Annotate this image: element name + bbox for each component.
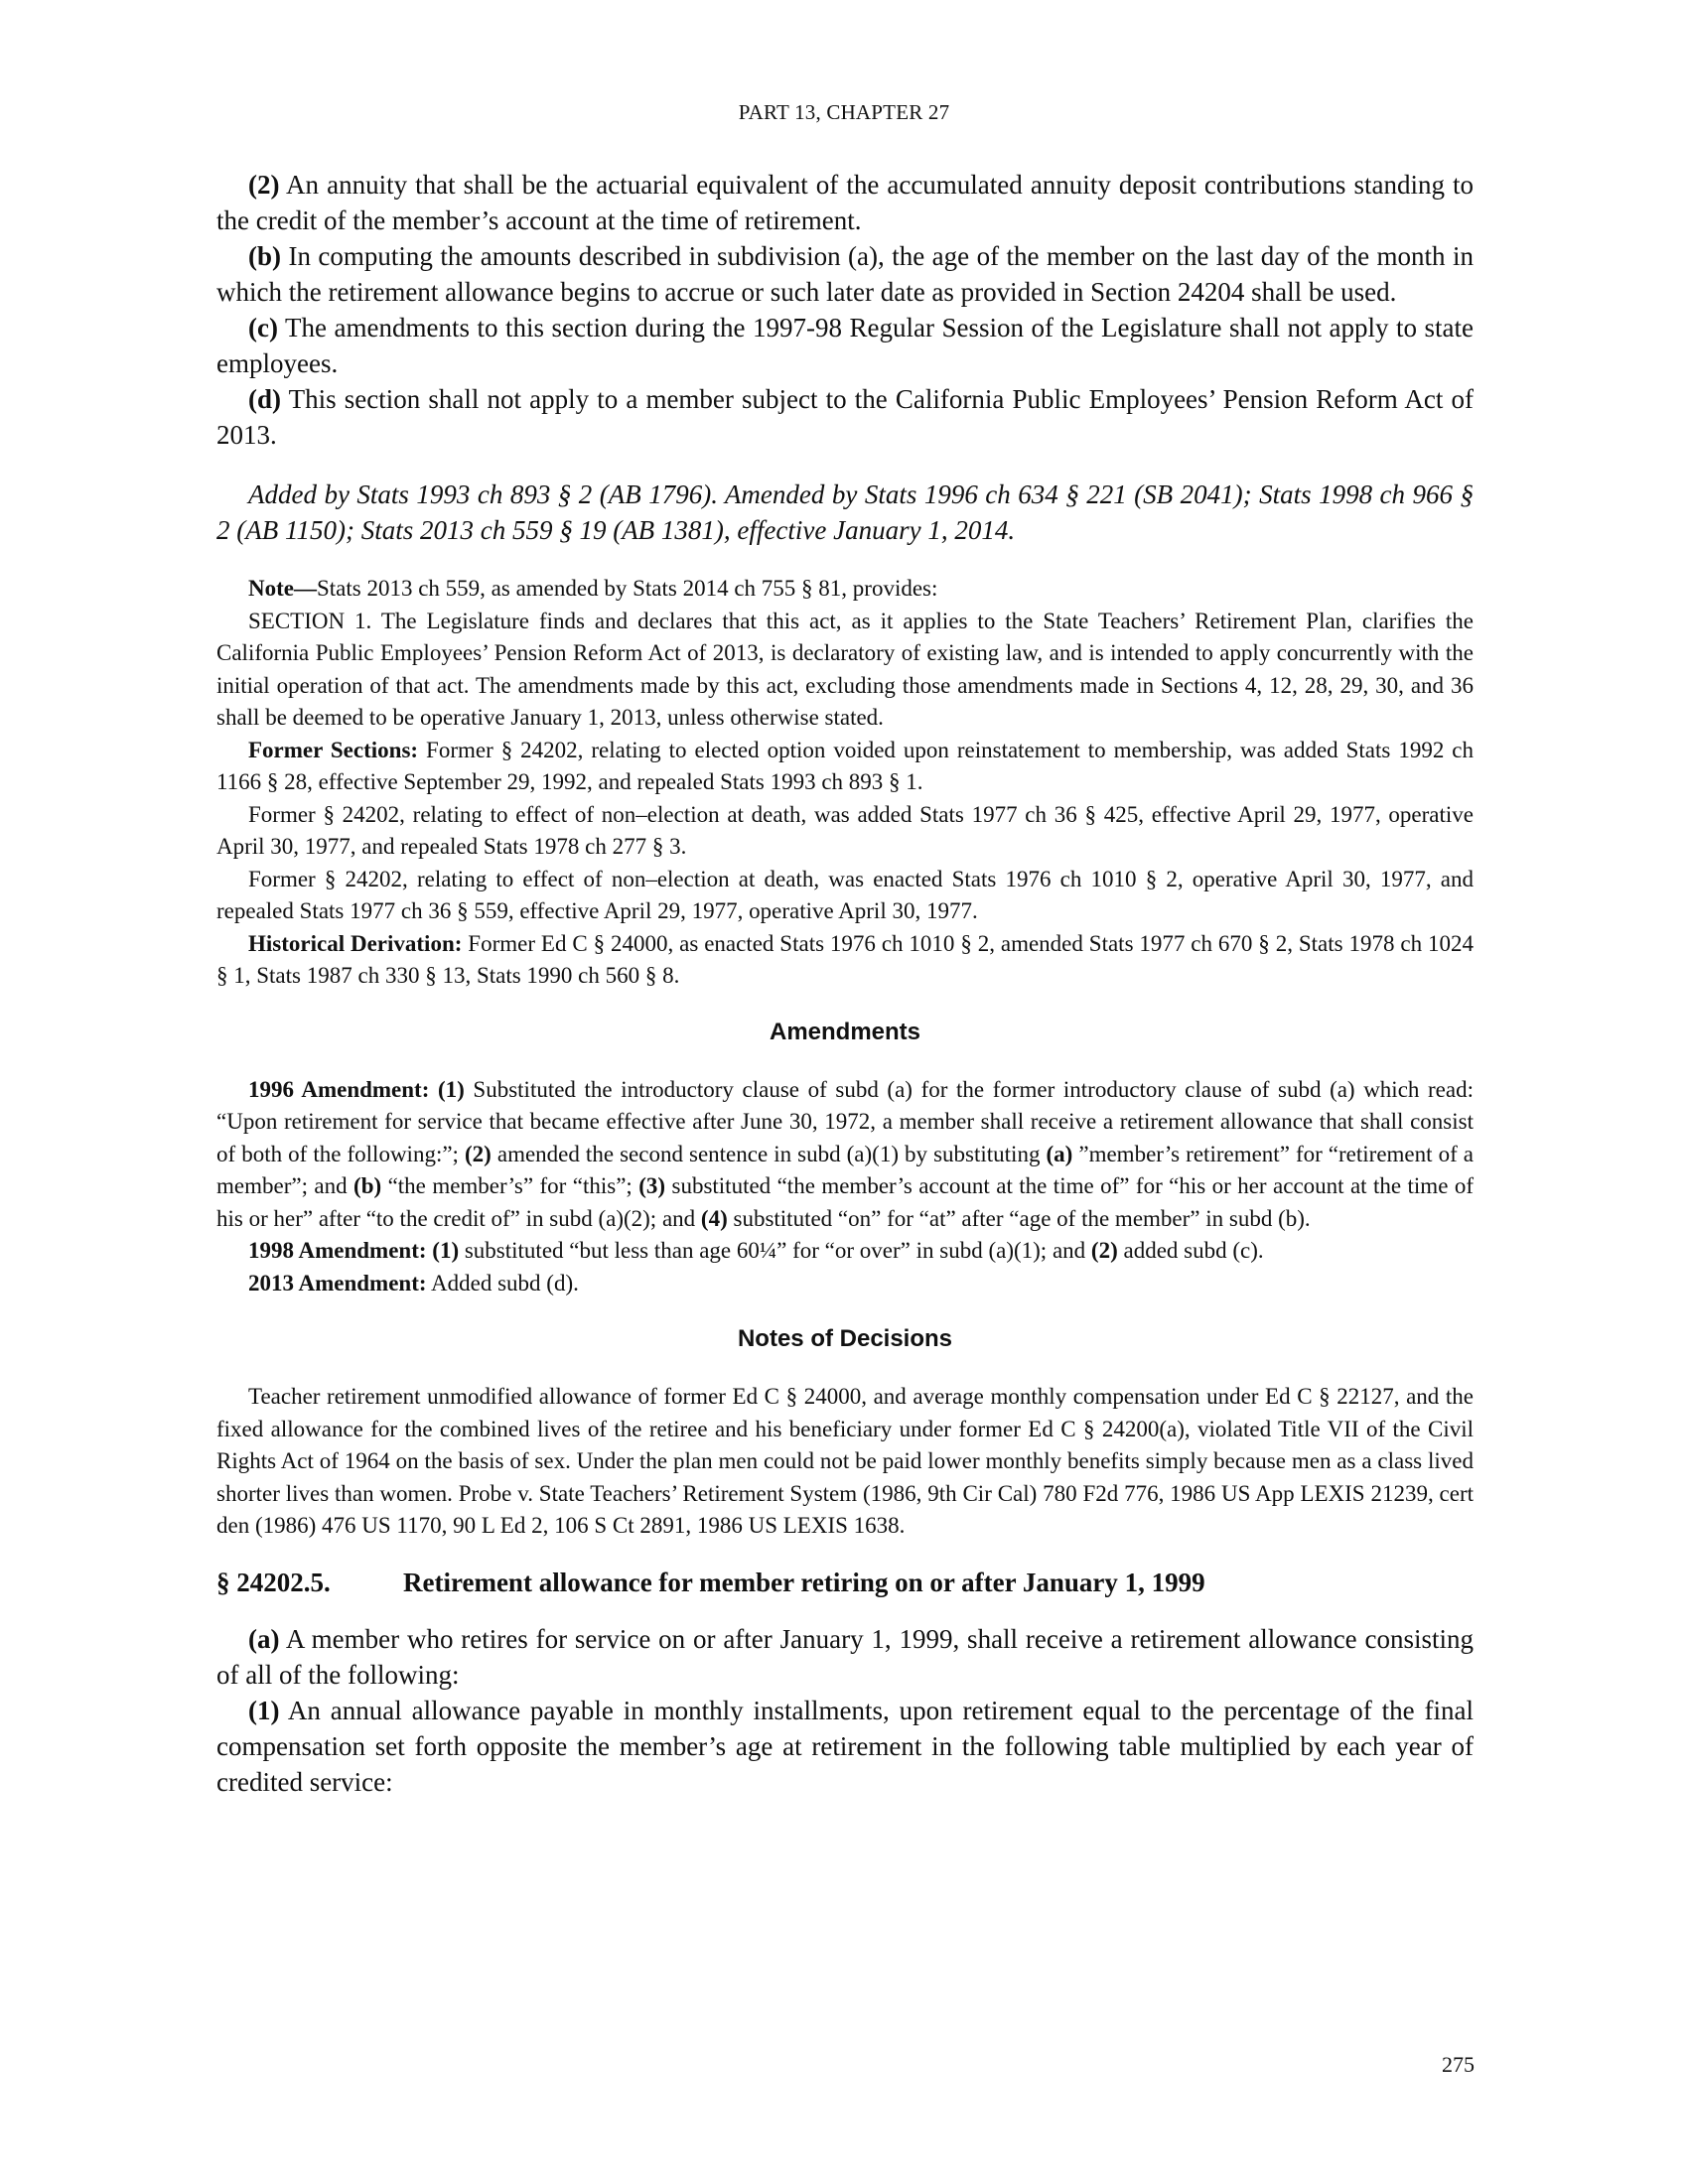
amendment-2013-label: 2013 Amendment: [248,1270,427,1296]
amendment-1996-paragraph: 1996 Amendment: (1) Substituted the introductory clause of subd (a) for the former introductory clause of subd (a) which read: “Upon retirement for service that became effective after June 30, 1972, a member shall receive a retirement allowance that shall consist of both of the following:”; (2) amended the second sentence in subd (a)(1) by substituting (a) ”member’s retirement” for “retirement of a member”; and (b) “the member’s” for “this”; (3) substituted “the member’s account at the time of” for “his or her account at the time of his or her” after “to the credit of” in subd (a)(2); and (4) substituted “on” for “at” after “age of the member” in subd (b). [216,1076,1474,1231]
historical-derivation-label: Historical Derivation: [248,930,463,956]
section-1-paragraph: SECTION 1. The Legislature finds and declares that this act, as it applies to the State Teachers’ Retirement Plan, clarifies the California Public Employees’ Pension Reform Act of 2013, is declaratory of existing law, and is intended to apply concurrently with the initial operation of that act. The amendments made by this act, excluding those amendments made in Sections 4, 12, 28, 29, 30, and 36 shall be deemed to be operative January 1, 2013, unless otherwise stated. [216,608,1474,730]
section-number: § 24202.5. [216,1567,331,1597]
historical-derivation-paragraph: Historical Derivation: Former Ed C § 24000, as enacted Stats 1976 ch 1010 § 2, amended Stats 1977 ch 670 § 2, Stats 1978 ch 1024 § 1, Stats 1987 ch 330 § 13, Stats 1990 ch 560 § 8. [216,930,1474,988]
amendment-1998-paragraph: 1998 Amendment: (1) substituted “but less than age 60¼” for “or over” in subd (a)(1); and (2) added subd (c). [248,1238,1264,1263]
amendment-1996-label: 1996 Amendment: [248,1076,430,1102]
label-a: (a) [248,1623,280,1654]
label-1: (1) [248,1695,280,1725]
former-section-paragraph: Former § 24202, relating to effect of non–election at death, was added Stats 1977 ch 36 § 425, effective April 29, 1977, operative April 30, 1977, and repealed Stats 1978 ch 277 § 3. [216,801,1474,859]
section-heading [216,1568,1474,1598]
amendment-2013-paragraph: 2013 Amendment: Added subd (d). [248,1270,579,1296]
running-head: PART 13, CHAPTER 27 [738,100,950,124]
amendment-1998-label: 1998 Amendment: [248,1238,427,1263]
paragraph-c: (c) The amendments to this section during the 1997-98 Regular Session of the Legislature shall not apply to state employees. [216,313,1474,378]
page-number: 275 [1442,2052,1475,2077]
label-c: (c) [248,313,278,342]
notes-of-decisions-heading: Notes of Decisions [737,1325,953,1352]
label-2: (2) [248,170,280,200]
label-b: (b) [248,241,281,271]
note-paragraph: Note—Stats 2013 ch 559, as amended by Stats 2014 ch 755 § 81, provides: [248,576,938,601]
paragraph-d: (d) This section shall not apply to a member subject to the California Public Employees’ Pension Reform Act of 2013. [216,384,1474,450]
former-sections-paragraph: Former Sections: Former § 24202, relating to elected option voided upon reinstatement to membership, was added Stats 1992 ch 1166 § 28, effective September 29, 1992, and repealed Stats 1993 ch 893 § 1. [216,737,1475,794]
paragraph-b: (b) In computing the amounts described in subdivision (a), the age of the member on the last day of the month in which the retirement allowance begins to accrue or such later date as provided in Section 24204 shall be used. [216,241,1474,307]
former-section-paragraph: Former § 24202, relating to effect of non–election at death, was enacted Stats 1976 ch 1010 § 2, operative April 30, 1977, and repealed Stats 1977 ch 36 § 559, effective April 29, 1977, operative April 30, 1977. [216,866,1474,923]
section-paragraph-1: (1) An annual allowance payable in monthly installments, upon retirement equal to the percentage of the final compensation set forth opposite the member’s age at retirement in the following table multiplied by each year of credited service: [216,1695,1474,1797]
section-title: Retirement allowance for member retiring on or after January 1, 1999 [403,1567,1205,1597]
paragraph-a2: (2) An annuity that shall be the actuarial equivalent of the accumulated annuity deposit contributions standing to the credit of the member’s account at the time of retirement. [216,170,1474,235]
page-content [216,167,1474,1800]
amendments-heading: Amendments [769,1018,921,1045]
former-sections-label: Former Sections: [248,737,419,762]
section-paragraph-a: (a) A member who retires for service on or after January 1, 1999, shall receive a retirement allowance consisting of all of the following: [216,1623,1474,1690]
history-note: Added by Stats 1993 ch 893 § 2 (AB 1796). Amended by Stats 1996 ch 634 § 221 (SB 2041); Stats 1998 ch 966 § 2 (AB 1150); Stats 2013 ch 559 § 19 (AB 1381), effective January 1, 2014. [216,479,1474,545]
decision-paragraph: Teacher retirement unmodified allowance of former Ed C § 24000, and average monthly compensation under Ed C § 22127, and the fixed allowance for the combined lives of the retiree and his beneficiary under former Ed C § 24200(a), violated Title VII of the Civil Rights Act of 1964 on the basis of sex. Under the plan men could not be paid lower monthly benefits simply because men as a class lived shorter lives than women. Probe v. State Teachers’ Retirement System (1986, 9th Cir Cal) 780 F2d 776, 1986 US App LEXIS 21239, cert den (1986) 476 US 1170, 90 L Ed 2, 106 S Ct 2891, 1986 US LEXIS 1638. [216,1384,1474,1538]
label-d: (d) [248,384,281,414]
note-label: Note— [248,576,317,601]
